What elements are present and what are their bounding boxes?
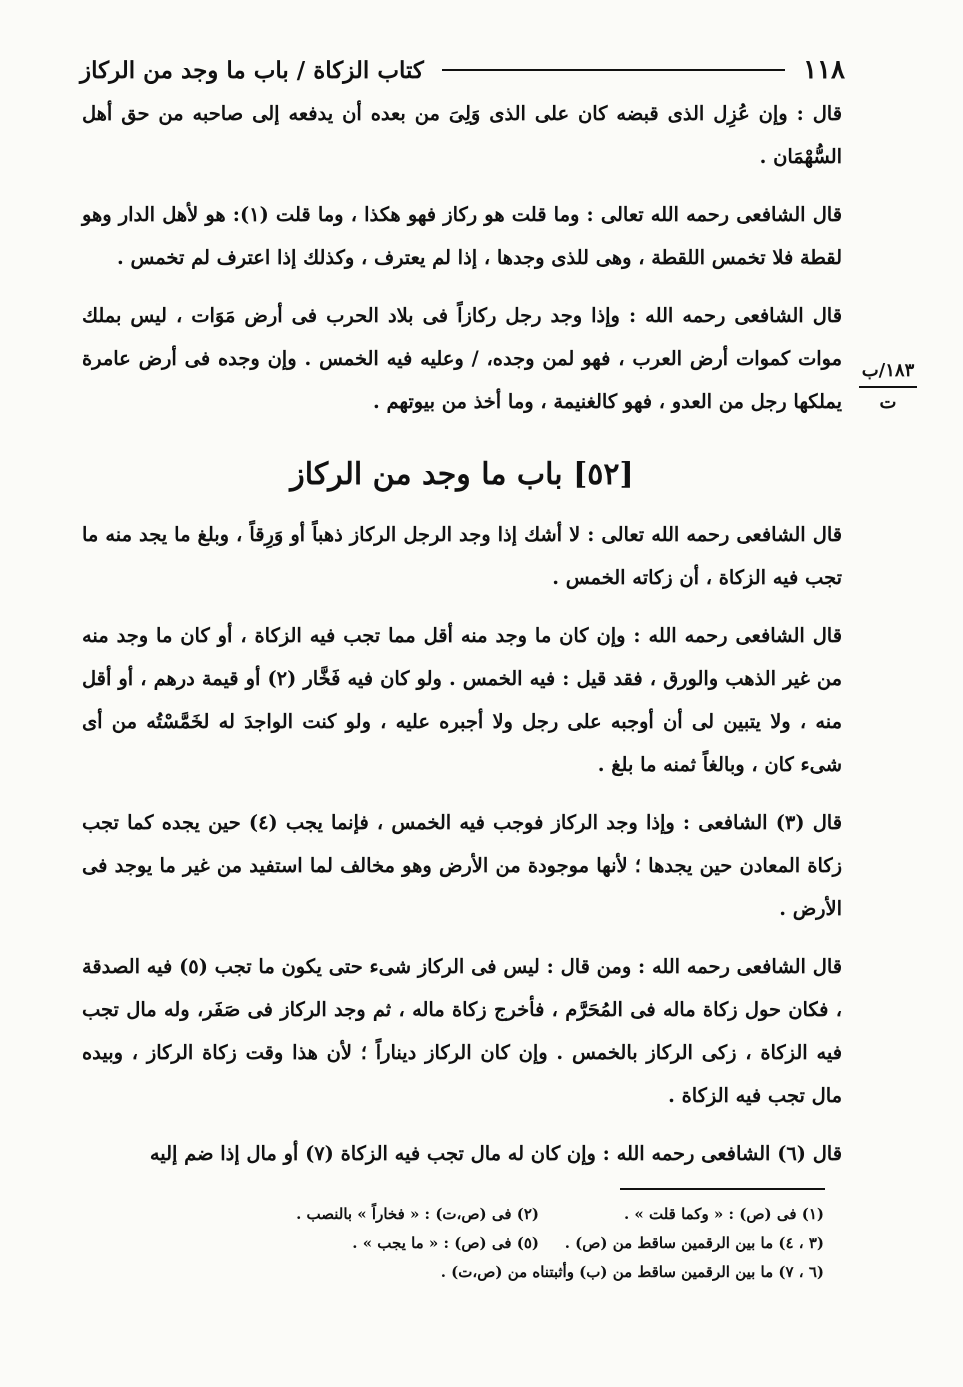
footnote: (٣ ، ٤) ما بين الرقمين ساقط من (ص) .: [564, 1234, 824, 1252]
folio-sub: ت: [879, 392, 897, 413]
paragraph-text: رحمه الله تعالى : لا أشك إذا وجد الرجل الركاز ذهباً أو وَرِقاً ، وبلغ ما يجد منه ما تجب فيه الزكاة ، أن زكاته الخمس .: [82, 523, 842, 589]
paragraph: [82, 1132, 842, 1175]
main-text: [82, 92, 842, 1190]
paragraph: [82, 513, 842, 599]
header-rule: [442, 69, 785, 71]
speaker: قال الشافعى: [736, 203, 842, 226]
speaker: قال :: [796, 102, 842, 125]
paragraph: [82, 92, 842, 178]
paragraph-text: رحمه الله : ومن قال : ليس فى الركاز شىء حتى يكون ما تجب (٥) فيه الصدقة ، فكان حول زكاة ماله فى المُحَرَّم ، فأخرج زكاة ماله ، ثم وجد الركاز فى صَفَر، وله مال تجب فيه الزكاة ، زكى الركاز بالخمس . وإن كان الركاز ديناراً ؛ لأن هذا وقت زكاة الركاز ، وبيده مال تجب فيه الزكاة .: [82, 955, 842, 1107]
paragraph-text: : وإذا وجد الركاز فوجب فيه الخمس ، فإنما يجب (٤) حين يجده كما تجب زكاة المعادن حين يجدها ؛ لأنها موجودة من الأرض وهو مخالف لما استفيد من غير ما يوجد فى الأرض .: [82, 811, 842, 920]
paragraph: [82, 294, 842, 423]
footnote: (١) فى (ص) : « وكما قلت » .: [623, 1205, 824, 1223]
footnotes: [82, 1200, 824, 1287]
speaker: قال (٣) الشافعى: [698, 811, 842, 834]
footnote: (٢) فى (ص،ت) : « فخاراً » بالنصب .: [296, 1205, 539, 1223]
paragraph-text: وإن عُزِل الذى قبضه كان على الذى وَلِىَ من بعده أن يدفعه إلى صاحبه من حق أهل السُّهْمَان .: [82, 102, 842, 168]
paragraph-text: رحمه الله : وإن كان له مال تجب فيه الزكاة (٧) أو مال إذا ضم إليه: [149, 1142, 702, 1165]
paragraph: [82, 945, 842, 1117]
manuscript-folio-note: [853, 358, 923, 416]
running-head: [80, 50, 845, 90]
paragraph-text: رحمه الله : وإن كان ما وجد منه أقل مما تجب فيه الزكاة ، أو كان ما وجد منه من غير الذهب والورق ، فقد قيل : فيه الخمس . ولو كان فيه فَخَّار (٢) أو قيمة درهم ، أو أقل منه ، ولا يتبين لى أن أوجبه على رجل ولا أجبره عليه ، ولو كنت الواجدَ له لخَمَّسْتُه من أى شىء كان ، وبالغاً ثمنه ما بلغ .: [82, 624, 842, 776]
speaker: قال (٦) الشافعى: [701, 1142, 842, 1165]
paragraph-text: رحمه الله : وإذا وجد رجل ركازاً فى بلاد الحرب فى أرض مَوَات ، ليس بملك موات كموات أرض العرب ، فهو لمن وجده، / وعليه فيه الخمس . وإن وجده فى أرض عامرة يملكها رجل من العدو ، فهو كالغنيمة ، وما أخذ من بيوتهم .: [82, 304, 842, 413]
folio-ref: ١٨٣/ب: [861, 360, 915, 381]
folio-rule: [859, 386, 917, 388]
speaker: قال الشافعى: [735, 624, 842, 647]
paragraph: [82, 193, 842, 279]
speaker: قال الشافعى: [736, 955, 842, 978]
footnote-row: [82, 1258, 824, 1287]
footnote-row: [82, 1200, 824, 1229]
paragraph: [82, 801, 842, 930]
page-number: ١١٨: [803, 55, 845, 85]
section-title: [٥٢] باب ما وجد من الركاز: [290, 457, 634, 492]
running-title: كتاب الزكاة / باب ما وجد من الركاز: [80, 56, 424, 84]
paragraph-text: رحمه الله تعالى : وما قلت هو ركاز فهو هكذا ، وما قلت (١): هو لأهل الدار وهو لقطة فلا تخمس اللقطة ، وهى للذى وجدها ، إذا لم يعترف ، وكذلك إذا اعترف لم تخمس .: [82, 203, 842, 269]
speaker: قال الشافعى: [736, 523, 842, 546]
footnote-row: [82, 1229, 824, 1258]
footnote-divider: [620, 1188, 825, 1190]
footnote: (٥) فى (ص) : « ما يجب » .: [352, 1234, 539, 1252]
footnote: (٦ ، ٧) ما بين الرقمين ساقط من (ب) وأثبتناه من (ص،ت) .: [440, 1263, 824, 1281]
speaker: قال الشافعى: [734, 304, 842, 327]
paragraph: [82, 614, 842, 786]
